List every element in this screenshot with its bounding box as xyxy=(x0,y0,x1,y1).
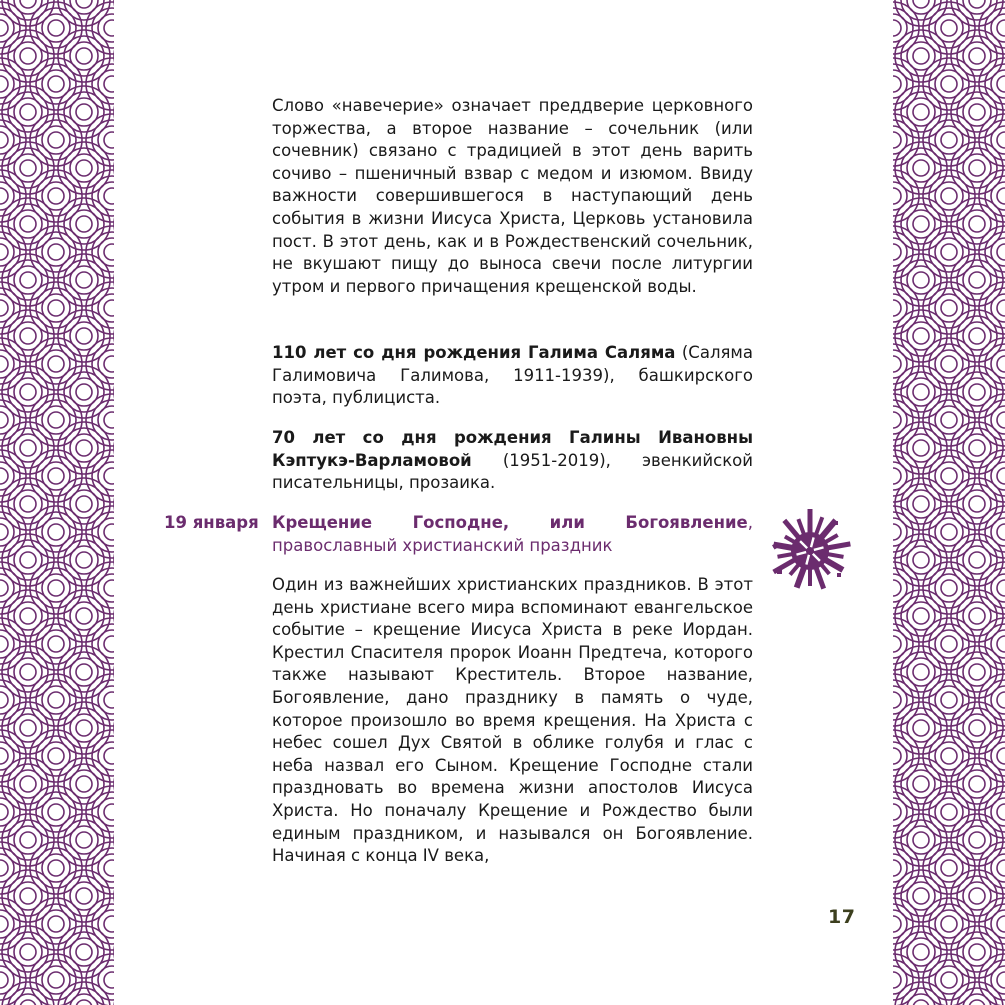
decorative-pattern-left xyxy=(0,0,114,1005)
event-date: 19 января xyxy=(164,513,259,532)
event-heading xyxy=(272,512,753,557)
paragraph-navecherie-text: Слово «навечерие» означает преддверие церковного торжества, а второе название – сочельник (или сочевник) связано с традицией в этот день варить сочиво – пшеничный взвар с медом и изюмом. Ввиду важности совершившегося в наступающий день события в жизни Иисуса Христа, Церковь установила пост. В этот день, как и в Рождественский сочельник, не вкушают пищу до выноса свечи после литургии утром и первого причащения крещенской воды. xyxy=(272,96,753,296)
anniversary-title-keptuke: 70 лет со дня рождения Галины Ивановны Кэптукэ-Варламовой xyxy=(272,428,753,470)
anniversary-title-salyam: 110 лет со дня рождения Галима Саляма xyxy=(272,343,676,362)
radial-burst-svg xyxy=(767,508,853,594)
paragraph-kreshchenie xyxy=(272,574,753,868)
paragraph-anniversary-keptuke-text xyxy=(272,427,753,495)
paragraph-navecherie xyxy=(272,95,753,298)
decorative-pattern-right xyxy=(893,0,1005,1005)
paragraph-anniversary-galim-salyam xyxy=(272,342,753,410)
event-subtitle: , православный христианский праздник xyxy=(272,513,753,555)
event-title: Крещение Господне, или Богоявление xyxy=(272,513,748,532)
page-number: 17 xyxy=(828,906,856,928)
event-heading-text xyxy=(272,512,753,557)
pattern-right-svg xyxy=(893,0,1005,1005)
paragraph-anniversary-galim-salyam-text xyxy=(272,342,753,410)
anniversary-details-keptuke: (1951-2019), эвенкийской писательницы, прозаика. xyxy=(272,450,753,493)
radial-burst-icon xyxy=(767,508,853,594)
paragraph-anniversary-keptuke xyxy=(272,427,753,495)
pattern-left-svg xyxy=(0,0,114,1005)
paragraph-kreshchenie-text: Один из важнейших христианских праздников. В этот день христиане всего мира вспоминают евангельское событие – крещение Иисуса Христа в реке Иордан. Крестил Спасителя пророк Иоанн Предтеча, которого также называют Креститель. Второе название, Богоявление, дано празднику в память о чуде, которое произошло во время крещения. На Христа с небес сошел Дух Святой в облике голубя и глас с неба назвал его Сыном. Крещение Господне стали праздновать во времена жизни апостолов Иисуса Христа. Но поначалу Крещение и Рождество были единым праздником, и назывался он Богоявление. Начиная с конца IV века, xyxy=(272,575,753,866)
anniversary-details-salyam: (Саляма Галимовича Галимова, 1911-1939), башкирского поэта, публициста. xyxy=(272,343,753,408)
